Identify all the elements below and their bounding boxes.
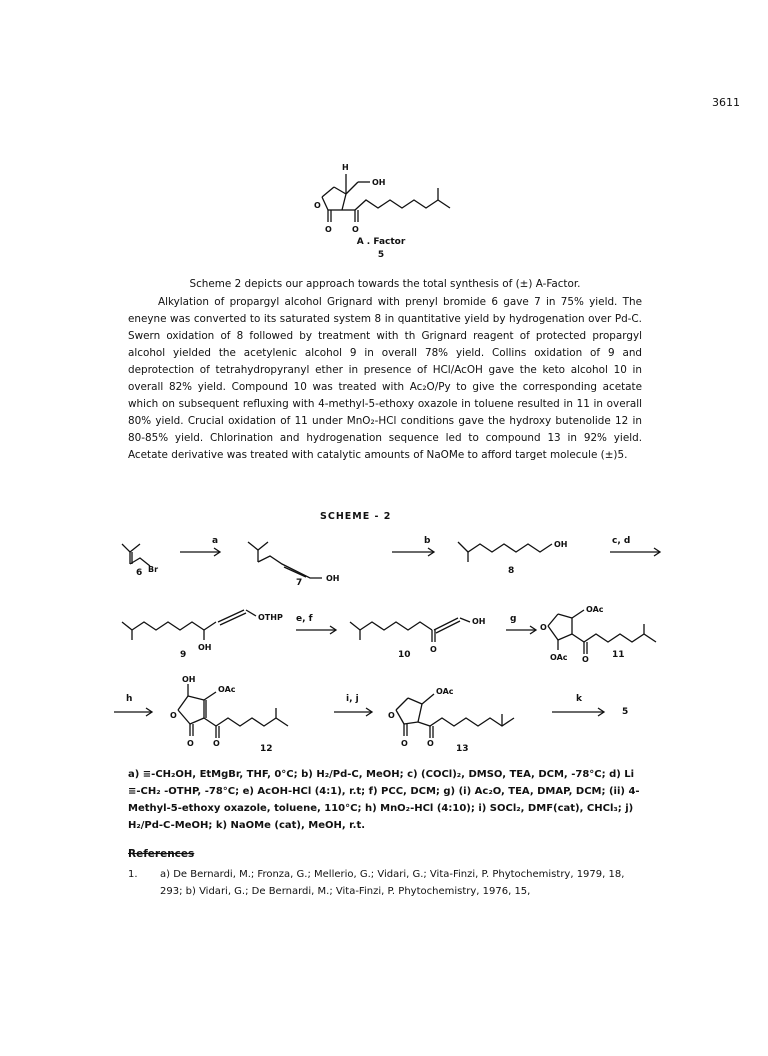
compound-5: 5 — [622, 707, 629, 717]
compound-12: 12 — [260, 744, 273, 754]
reference-number: 1. — [128, 869, 138, 880]
carbonyl-oxygen-1: O — [325, 225, 332, 234]
o12b-label: O — [213, 739, 220, 748]
compound-7: 7 — [296, 578, 303, 588]
compound-name: A . Factor — [356, 237, 406, 247]
othp9-label: OTHP — [258, 613, 283, 622]
compound-number: 5 — [377, 250, 385, 260]
oh10-label: OH — [472, 617, 486, 626]
arrow-label-a: a — [212, 536, 219, 546]
oac11-label: OAc — [586, 605, 604, 614]
o11-label: O — [582, 655, 589, 664]
compound-10: 10 — [398, 650, 411, 660]
compound-9: 9 — [180, 650, 187, 660]
compound-13: 13 — [456, 744, 469, 754]
scheme-row-3 — [100, 670, 680, 760]
o12-ring-label: O — [170, 711, 177, 720]
o13a-label: O — [401, 739, 408, 748]
arrow-label-b: b — [424, 536, 431, 546]
scheme-title: SCHEME - 2 — [320, 511, 392, 522]
page-number: 3611 — [712, 96, 740, 109]
arrow-label-c-d: c, d — [612, 536, 631, 546]
references-heading: References — [128, 848, 195, 860]
o11-ring-label: O — [540, 623, 547, 632]
oh9-label: OH — [198, 643, 212, 652]
oh7-label: OH — [326, 574, 340, 583]
scheme-row-1 — [100, 528, 680, 588]
br-label: Br — [148, 565, 159, 574]
arrow-label-k: k — [576, 694, 582, 704]
oh12-label: OH — [182, 675, 196, 684]
o12a-label: O — [187, 739, 194, 748]
compound-6: 6 — [136, 568, 143, 578]
carbonyl-oxygen-2: O — [352, 225, 359, 234]
reference-text: a) De Bernardi, M.; Fronza, G.; Mellerio, G.; Vidari, G.; Vita-Finzi, P. Phytochemistry, 1979, 18, 293; b) Vidari, G.; De Bernardi, M.; Vita-Finzi, P. Phytochemistry, 1976, 15, — [160, 869, 625, 897]
compound-11: 11 — [612, 650, 625, 660]
ring-oxygen-label: O — [314, 201, 321, 210]
arrow-label-e-f: e, f — [296, 614, 313, 624]
oac12-label: OAc — [218, 685, 236, 694]
a-factor-structure — [300, 150, 480, 245]
o10-label: O — [430, 645, 437, 654]
intro-sentence: Scheme 2 depicts our approach towards the total synthesis of (±) A-Factor. — [189, 278, 581, 290]
oh8-label: OH — [554, 540, 568, 549]
oh-label: OH — [372, 178, 386, 187]
body-paragraph: Alkylation of propargyl alcohol Grignard with prenyl bromide 6 gave 7 in 75% yield. The eneyne was converted to its saturated system 8 in quantitative yield by hydrogenation over Pd-C. Swern oxidation of 8 followed by treatment with th Grignard reagent of protected propargyl alcohol yielded the acetylenic alcohol 9 in overall 78% yield. Collins oxidation of 9 and deprotection of tetrahydropyranyl ether in presence of HCl/AcOH gave the keto alcohol 10 in overall 82% yield. Compound 10 was treated with Ac₂O/Py to give the corresponding acetate which on subsequent refluxing with 4-methyl-5-ethoxy oxazole in toluene resulted in 11 in overall 80% yield. Crucial oxidation of 11 under MnO₂-HCl conditions gave the hydroxy butenolide 12 in 80-85% yield. Chlorination and hydrogenation sequence led to compound 13 in 92% yield. Acetate derivative was treated with catalytic amounts of NaOMe to afford target molecule (±)5. — [128, 296, 642, 461]
oac11b-label: OAc — [550, 653, 568, 662]
oac13-label: OAc — [436, 687, 454, 696]
arrow-label-i-j: i, j — [346, 694, 359, 704]
compound-8: 8 — [508, 566, 515, 576]
h-label: H — [342, 163, 349, 172]
arrow-label-g: g — [510, 614, 517, 624]
arrow-label-h: h — [126, 694, 133, 704]
scheme-row-2 — [100, 596, 680, 666]
o13-ring-label: O — [388, 711, 395, 720]
reaction-conditions: a) ≡-CH₂OH, EtMgBr, THF, 0°C; b) H₂/Pd-C, MeOH; c) (COCl)₂, DMSO, TEA, DCM, -78°C; d) Li ≡-CH₂ -OTHP, -78°C; e) AcOH-HCl (4:1), r.t; f) PCC, DCM; g) (i) Ac₂O, TEA, DMAP, DCM; (ii) 4-Methyl-5-ethoxy oxazole, toluene, 110°C; h) MnO₂-HCl (4:10); i) SOCl₂, DMF(cat), CHCl₃; j) H₂/Pd-C-MeOH; k) NaOMe (cat), MeOH, r.t. — [128, 769, 640, 831]
o13b-label: O — [427, 739, 434, 748]
